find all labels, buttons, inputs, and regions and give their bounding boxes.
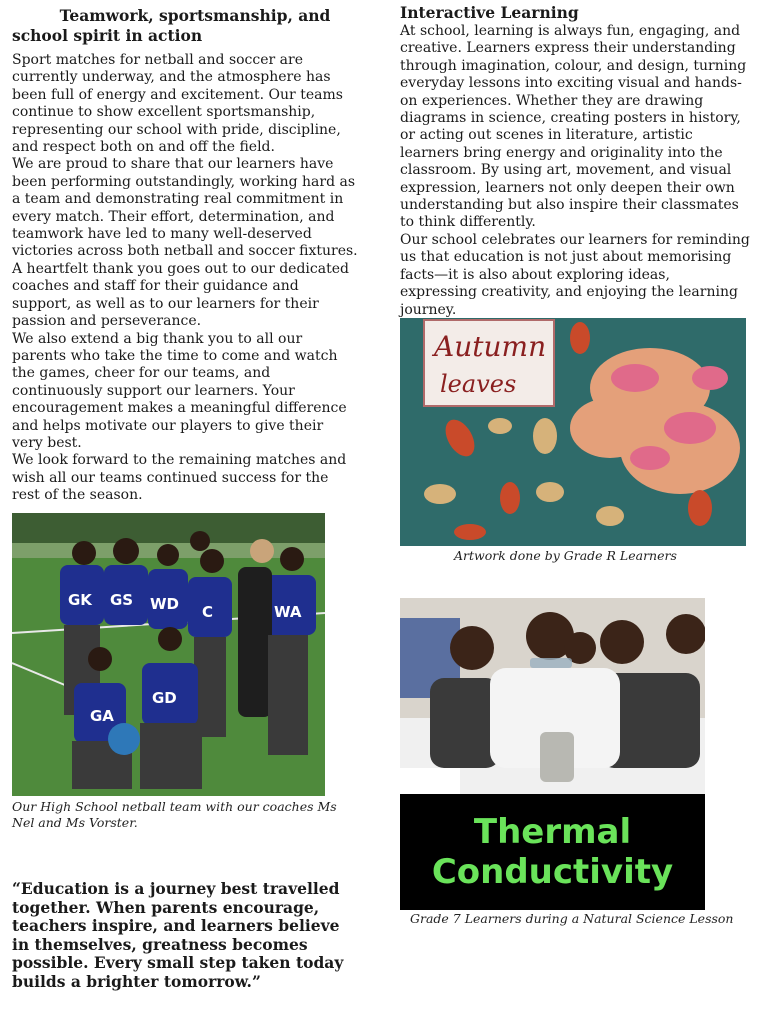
artwork-sign-line2: leaves — [440, 370, 517, 398]
thermal-conductivity-banner — [400, 794, 705, 910]
bib-label: GD — [152, 689, 177, 707]
article-title-line2: school spirit in action — [12, 26, 203, 45]
article-paragraph: We are proud to share that our learners have been performing outstandingly, working hard as a team and demonstrating real commitment in every match. Their effort, determination, and teamwork have led to many well-deserved victories across both netball and soccer fixtures. — [12, 156, 358, 260]
banner-line1: Thermal — [473, 812, 632, 852]
article-paragraph: Sport matches for netball and soccer are currently underway, and the atmosphere has been full of energy and excitement. Our teams continue to show excellent sportsmanship, representing our school with pride, discipline, and respect both on and off the field. — [12, 52, 343, 156]
interactive-paragraph: Our school celebrates our learners for reminding us that education is not just about memorising facts—it is also about exploring ideas, expressing creativity, and enjoying the learning journey. — [400, 231, 750, 318]
article-paragraph: We also extend a big thank you to all our parents who take the time to come and watch the games, cheer for our teams, and continuously support our learners. Your encouragement makes a meaningful difference and helps motivate our players to give their very best. — [12, 330, 347, 451]
interactive-learning-body — [400, 23, 750, 319]
left-column — [12, 0, 358, 505]
article-title — [12, 6, 358, 46]
science-caption: Grade 7 Learners during a Natural Science Lesson — [410, 911, 734, 926]
autumn-leaves-artwork-photo — [400, 318, 746, 546]
artwork-caption: Artwork done by Grade R Learners — [454, 548, 677, 563]
science-lesson-photo — [400, 598, 705, 910]
article-paragraph: A heartfelt thank you goes out to our dedicated coaches and staff for their guidance and support, as well as to our learners for their passion and perseverance. — [12, 260, 349, 330]
article-body — [12, 52, 358, 505]
right-column — [400, 0, 750, 319]
netball-team-photo — [12, 513, 325, 796]
education-quote: “Education is a journey best travelled together. When parents encourage, teachers inspire, and learners believe in themselves, greatness becomes possible. Every small step taken today builds a brighter tomorrow.” — [12, 879, 344, 991]
artwork-sign-line1: Autumn — [434, 330, 547, 363]
interactive-paragraph: At school, learning is always fun, engaging, and creative. Learners express their understanding through imagination, colour, and design, turning everyday lessons into exciting visual and hands-on experiences. Whether they are drawing diagrams in science, creating posters in history, or acting out scenes in literature, artistic learners bring energy and originality into the classroom. By using art, movement, and visual expression, learners not only deepen their own understanding but also inspire their classmates to think differently. — [400, 23, 747, 231]
bib-label: WD — [150, 595, 179, 613]
article-paragraph: We look forward to the remaining matches and wish all our teams continued success for the rest of the season. — [12, 452, 347, 504]
bib-label: C — [202, 603, 214, 621]
bib-label: WA — [274, 603, 302, 621]
bib-label: GK — [68, 591, 92, 609]
article-title-line1: Teamwork, sportsmanship, and — [59, 6, 331, 25]
banner-line2: Conductivity — [431, 852, 674, 892]
bib-label: GS — [110, 591, 134, 609]
netball-caption: Our High School netball team with our coaches Ms Nel and Ms Vorster. — [12, 799, 337, 830]
interactive-learning-title: Interactive Learning — [400, 3, 579, 22]
bib-label: GA — [90, 707, 114, 725]
